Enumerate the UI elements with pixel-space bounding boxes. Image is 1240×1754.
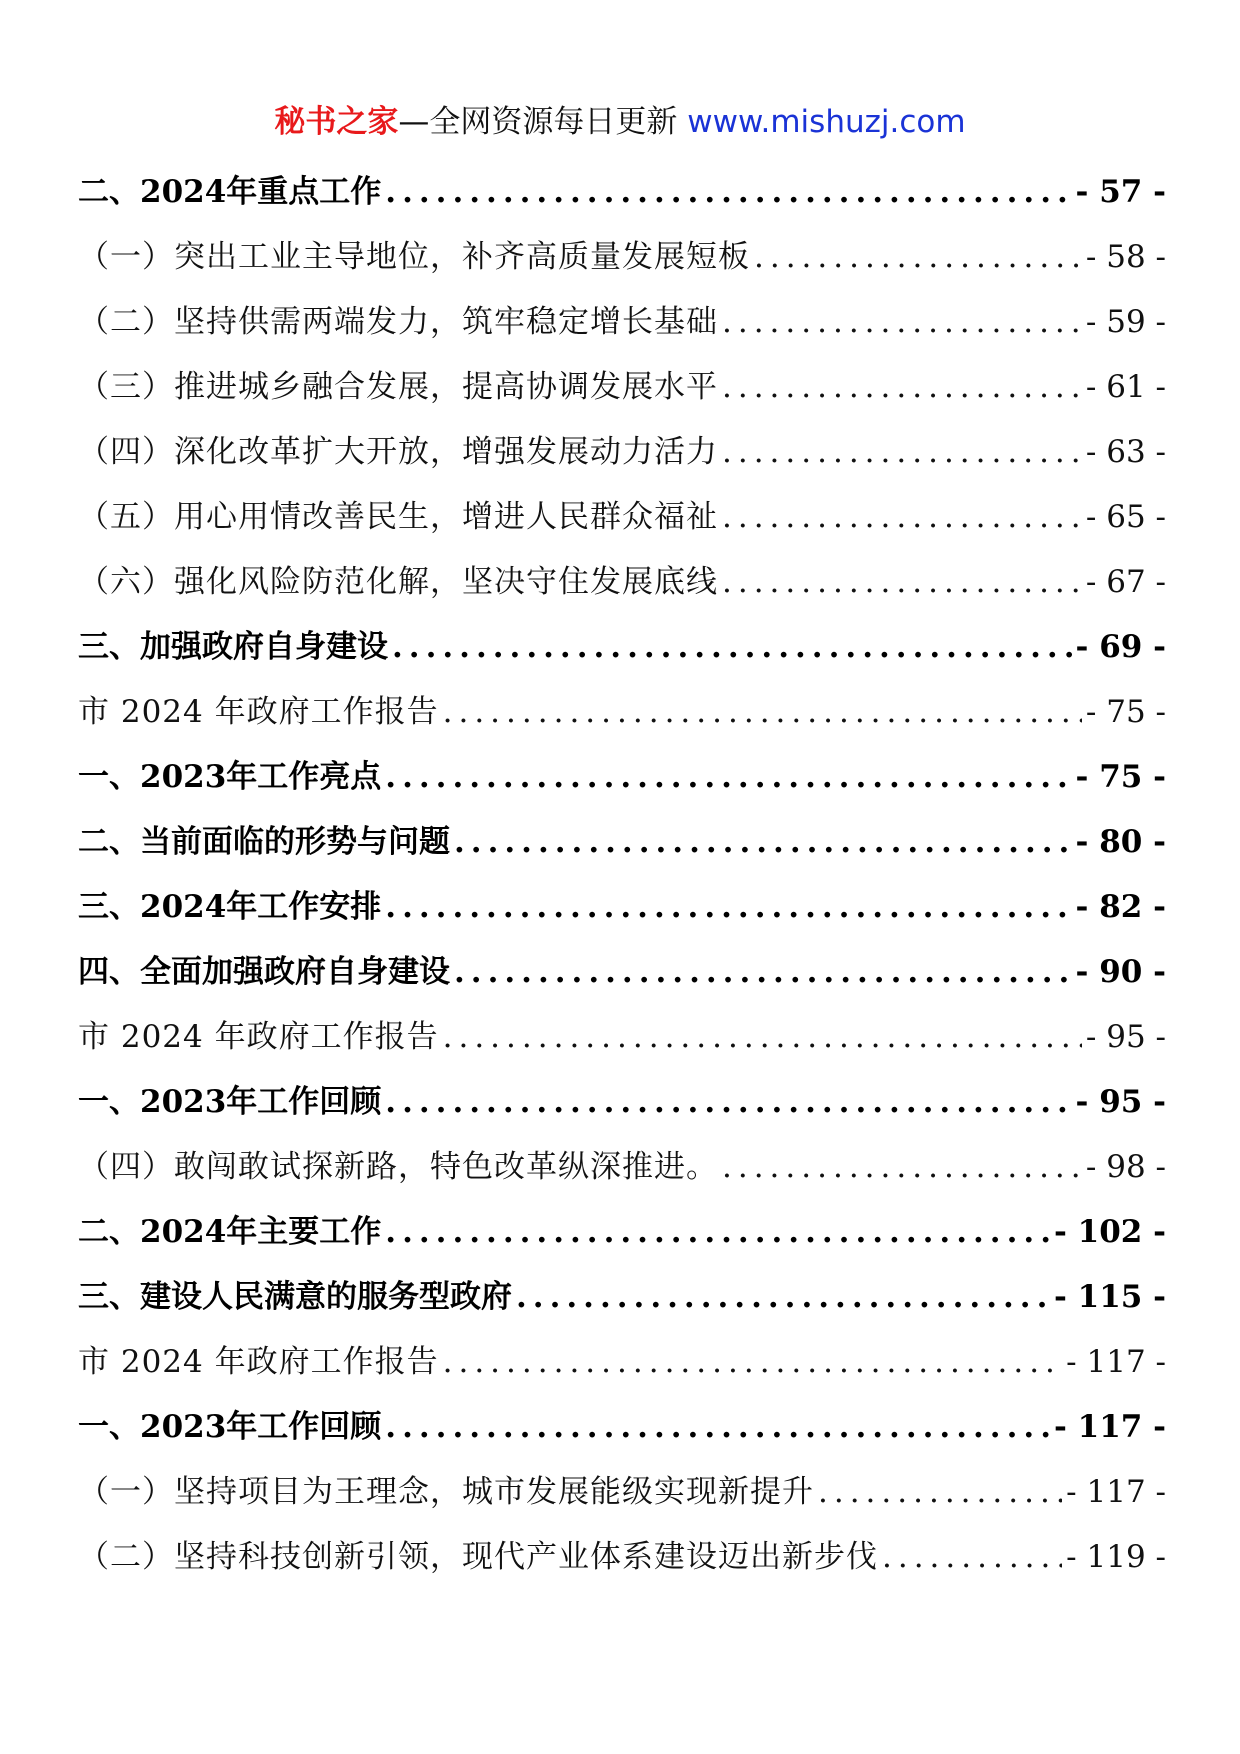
toc-dot-leader [722, 550, 1082, 615]
toc-entry[interactable] [78, 810, 1166, 875]
toc-entry[interactable] [78, 550, 1166, 615]
toc-entry-page-number: - 90 - [1075, 954, 1166, 990]
toc-entry-page-number: - 59 - [1085, 304, 1166, 340]
toc-entry-title: （二）坚持供需两端发力，筑牢稳定增长基础 [78, 304, 718, 340]
toc-entry-page-number: - 119 - [1066, 1539, 1166, 1575]
toc-dot-leader [443, 1005, 1082, 1070]
site-header [0, 102, 1240, 142]
toc-entry[interactable] [78, 1395, 1166, 1460]
toc-dot-leader [385, 1395, 1050, 1460]
toc-entry-page-number: - 67 - [1085, 564, 1166, 600]
site-tagline: —全网资源每日更新 [398, 104, 688, 140]
toc-dot-leader [454, 940, 1072, 1005]
toc-entry-title: （四）深化改革扩大开放，增强发展动力活力 [78, 434, 718, 470]
toc-dot-leader [882, 1525, 1062, 1590]
toc-entry[interactable] [78, 1135, 1166, 1200]
toc-entry[interactable] [78, 1265, 1166, 1330]
toc-entry-page-number: - 95 - [1085, 1019, 1166, 1055]
toc-entry-page-number: - 117 - [1066, 1344, 1166, 1380]
toc-entry-page-number: - 63 - [1085, 434, 1166, 470]
toc-entry[interactable] [78, 420, 1166, 485]
toc-entry-page-number: - 61 - [1085, 369, 1166, 405]
toc-dot-leader [454, 810, 1072, 875]
toc-dot-leader [722, 290, 1082, 355]
toc-entry-title: 一、2023年工作亮点 [78, 759, 382, 795]
toc-entry[interactable] [78, 485, 1166, 550]
toc-entry[interactable] [78, 1460, 1166, 1525]
toc-entry-title: 三、加强政府自身建设 [78, 629, 388, 665]
toc-entry[interactable] [78, 1330, 1166, 1395]
toc-entry-title: 市 2024 年政府工作报告 [78, 694, 439, 730]
toc-entry-page-number: - 82 - [1075, 889, 1166, 925]
toc-dot-leader [516, 1265, 1050, 1330]
toc-entry-page-number: - 98 - [1085, 1149, 1166, 1185]
toc-entry-page-number: - 65 - [1085, 499, 1166, 535]
toc-entry-page-number: - 57 - [1075, 174, 1166, 210]
toc-entry-page-number: - 80 - [1075, 824, 1166, 860]
toc-entry[interactable] [78, 290, 1166, 355]
toc-entry-title: 一、2023年工作回顾 [78, 1409, 382, 1445]
site-brand: 秘书之家 [274, 104, 399, 140]
toc-dot-leader [443, 1330, 1063, 1395]
toc-entry[interactable] [78, 1200, 1166, 1265]
toc-dot-leader [754, 225, 1082, 290]
toc-dot-leader [385, 1070, 1071, 1135]
toc-entry-page-number: - 75 - [1075, 759, 1166, 795]
toc-dot-leader [392, 615, 1072, 680]
toc-entry-page-number: - 115 - [1053, 1279, 1166, 1315]
toc-dot-leader [385, 1200, 1050, 1265]
toc-entry[interactable] [78, 615, 1166, 680]
toc-entry[interactable] [78, 875, 1166, 940]
toc-entry-title: （一）突出工业主导地位，补齐高质量发展短板 [78, 239, 750, 275]
toc-dot-leader [443, 680, 1082, 745]
toc-dot-leader [722, 485, 1082, 550]
toc-entry-title: 三、建设人民满意的服务型政府 [78, 1279, 512, 1315]
toc-dot-leader [385, 745, 1071, 810]
toc-entry-title: 二、2024年主要工作 [78, 1214, 382, 1250]
toc-dot-leader [722, 355, 1082, 420]
toc-dot-leader [385, 875, 1071, 940]
toc-entry-page-number: - 95 - [1075, 1084, 1166, 1120]
toc-entry-page-number: - 117 - [1053, 1409, 1166, 1445]
table-of-contents [78, 160, 1166, 1590]
toc-entry[interactable] [78, 940, 1166, 1005]
toc-dot-leader [385, 160, 1071, 225]
toc-entry[interactable] [78, 680, 1166, 745]
toc-entry-page-number: - 75 - [1085, 694, 1166, 730]
toc-entry-page-number: - 58 - [1085, 239, 1166, 275]
toc-entry-title: （一）坚持项目为王理念，城市发展能级实现新提升 [78, 1474, 814, 1510]
toc-dot-leader [722, 1135, 1082, 1200]
toc-entry-title: （二）坚持科技创新引领，现代产业体系建设迈出新步伐 [78, 1539, 878, 1575]
toc-entry-title: 市 2024 年政府工作报告 [78, 1019, 439, 1055]
toc-entry-page-number: - 69 - [1075, 629, 1166, 665]
toc-entry[interactable] [78, 1525, 1166, 1590]
toc-entry-title: 三、2024年工作安排 [78, 889, 382, 925]
toc-entry-title: （五）用心用情改善民生，增进人民群众福祉 [78, 499, 718, 535]
toc-entry[interactable] [78, 745, 1166, 810]
toc-dot-leader [722, 420, 1082, 485]
toc-entry[interactable] [78, 1005, 1166, 1070]
toc-entry-title: 二、2024年重点工作 [78, 174, 382, 210]
toc-entry-page-number: - 117 - [1066, 1474, 1166, 1510]
toc-entry[interactable] [78, 225, 1166, 290]
toc-entry-title: （三）推进城乡融合发展，提高协调发展水平 [78, 369, 718, 405]
toc-dot-leader [818, 1460, 1062, 1525]
toc-entry-title: （六）强化风险防范化解，坚决守住发展底线 [78, 564, 718, 600]
toc-entry-title: 市 2024 年政府工作报告 [78, 1344, 439, 1380]
toc-entry-title: 二、当前面临的形势与问题 [78, 824, 450, 860]
toc-entry[interactable] [78, 160, 1166, 225]
toc-entry-page-number: - 102 - [1053, 1214, 1166, 1250]
toc-entry-title: 一、2023年工作回顾 [78, 1084, 382, 1120]
toc-entry-title: （四）敢闯敢试探新路，特色改革纵深推进。 [78, 1149, 718, 1185]
site-url-link[interactable]: www.mishuzj.com [687, 104, 966, 140]
toc-entry[interactable] [78, 355, 1166, 420]
toc-entry[interactable] [78, 1070, 1166, 1135]
toc-entry-title: 四、全面加强政府自身建设 [78, 954, 450, 990]
